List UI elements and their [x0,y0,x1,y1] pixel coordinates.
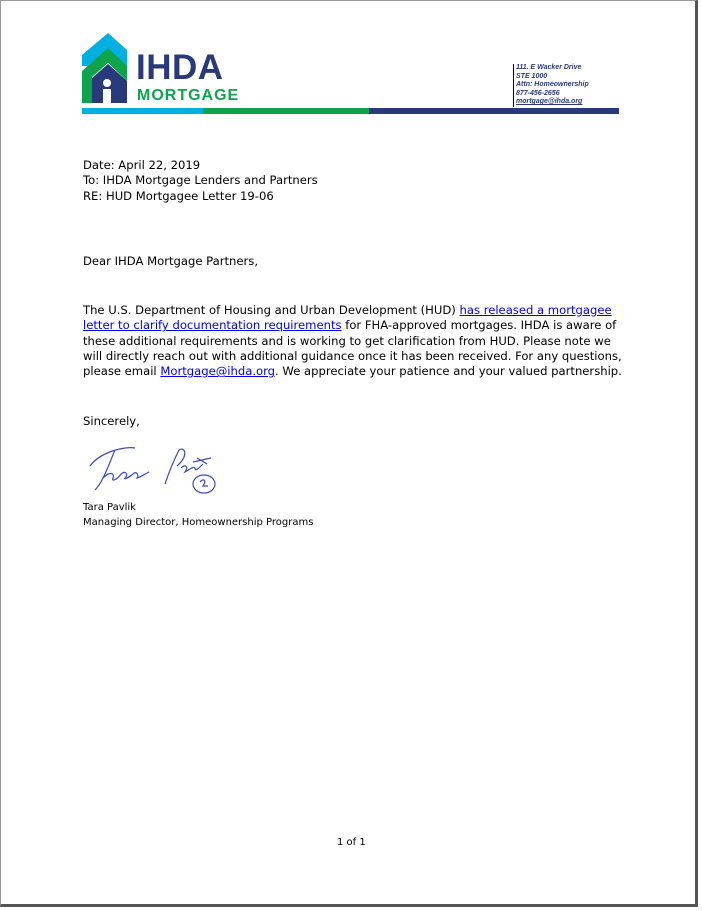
mortgagee-letter-link[interactable]: has released a mortgagee [459,303,612,317]
letterhead-bar-navy [369,108,619,114]
body-text: The U.S. Department of Housing and Urban Development (HUD) [83,303,460,317]
mortgagee-letter-link[interactable]: letter to clarify documentation requirements [83,318,342,333]
letterhead-address [513,64,589,107]
body-text: please email [83,364,161,379]
logo-mortgage-text: MORTGAGE [137,87,240,104]
body-text: these additional requirements and is working to get clarification from HUD. Please note we [83,333,611,348]
handwritten-signature [85,444,220,496]
letterhead-bar-cyan [82,108,203,114]
address-line: STE 1000 [516,72,548,80]
body-text: . We appreciate your patience and your valued partnership. [275,364,622,379]
body-text: for FHA-approved mortgages. IHDA is aware of [341,318,617,333]
address-line: Attn: Homeownership [516,81,589,88]
memo-to: To: IHDA Mortgage Lenders and Partners [83,173,318,188]
signer-title: Managing Director, Homeownership Programs [83,516,314,528]
signer-name: Tara Pavlik [83,502,136,513]
memo-re: RE: HUD Mortgagee Letter 19-06 [83,188,274,203]
letterhead-bar-green [203,108,369,114]
address-phone: 877-456-2656 [516,89,560,97]
body-paragraph [83,303,622,379]
logo-ihda-text: IHDA [136,48,224,87]
memo-date: Date: April 22, 2019 [83,158,201,172]
address-line: 111. E Wacker Drive [516,64,582,71]
closing: Sincerely, [83,414,140,428]
salutation: Dear IHDA Mortgage Partners, [83,254,259,268]
body-text: will directly reach out with additional guidance once it has been received. For any questions, [83,348,622,363]
email-link[interactable]: Mortgage@ihda.org [160,364,276,379]
letterhead-email-link[interactable]: mortgage@ihda.org [516,98,583,105]
ihda-house-logo-icon [82,33,134,103]
memo-header [83,158,318,204]
page-number: 1 of 1 [337,837,366,848]
signature-block [83,501,313,530]
